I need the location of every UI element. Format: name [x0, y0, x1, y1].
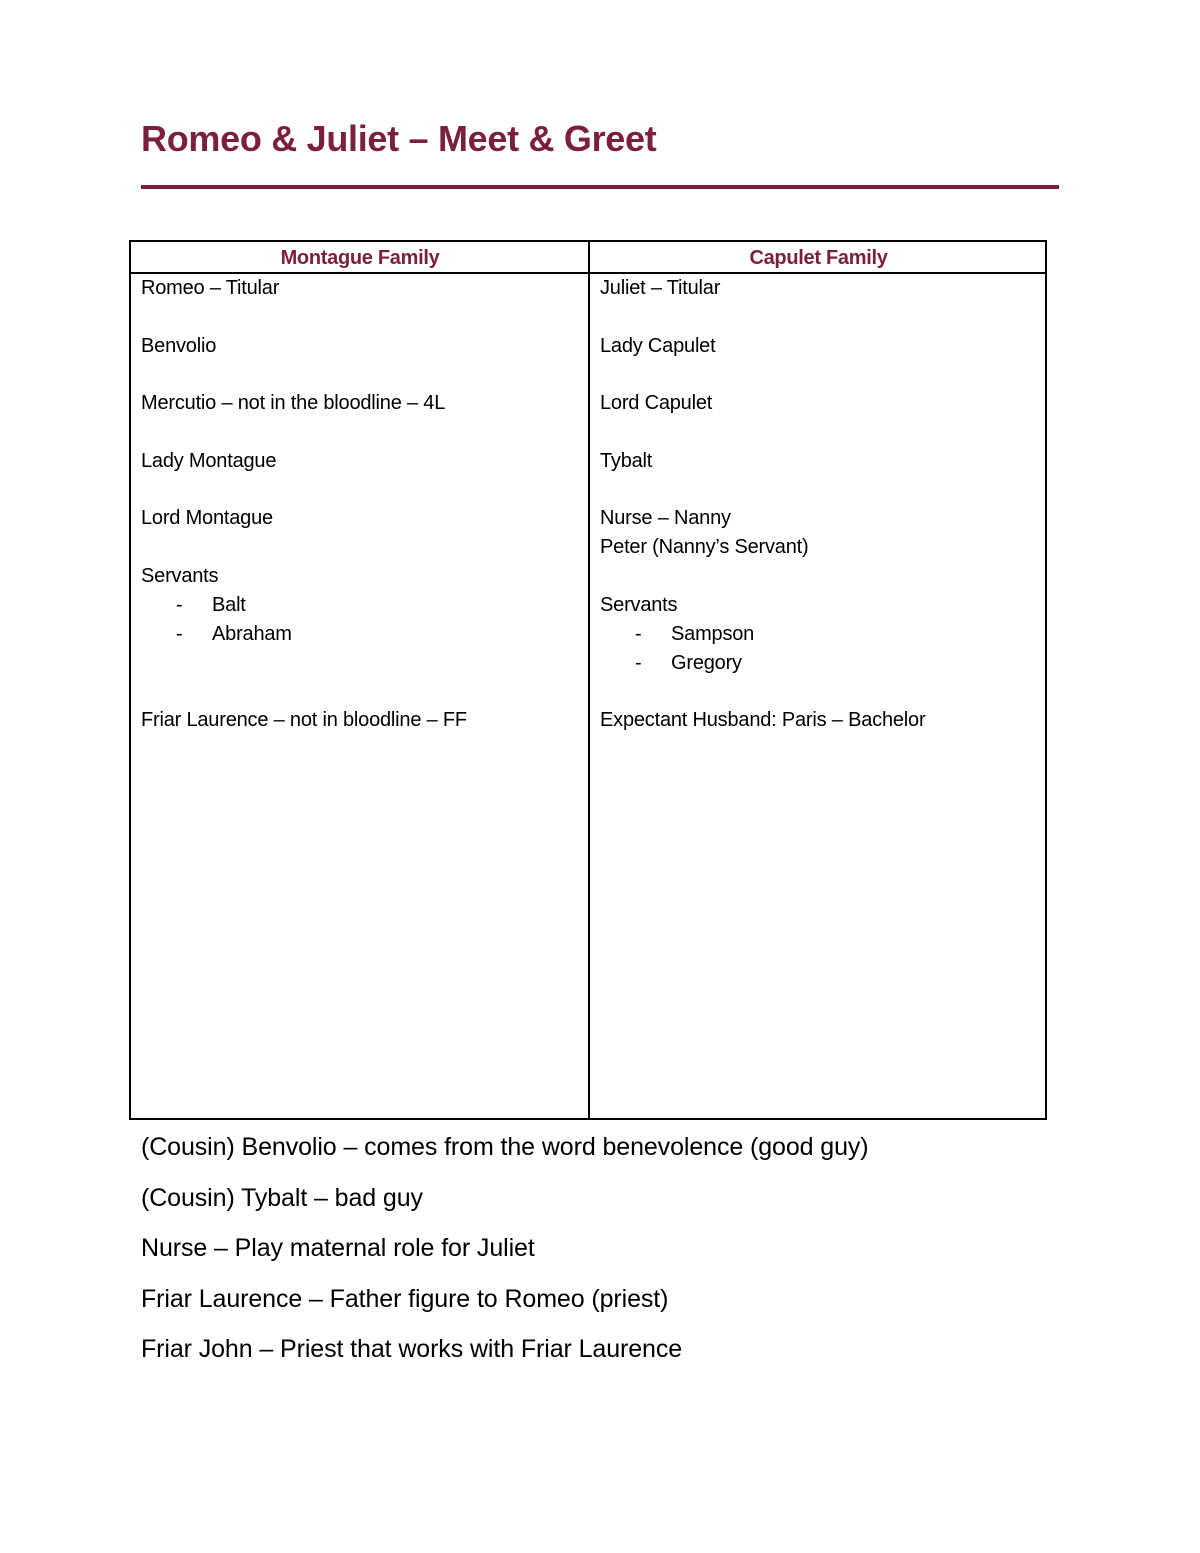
- servant-name: Abraham: [212, 622, 292, 645]
- column-divider: [588, 242, 590, 1118]
- page-title: Romeo & Juliet – Meet & Greet: [141, 118, 657, 159]
- family-table: [129, 240, 1047, 1120]
- capulet-lady-capulet: Lady Capulet: [600, 334, 716, 357]
- servant-name: Gregory: [671, 651, 742, 674]
- table-header-row: [131, 242, 1045, 274]
- montague-servants-label: Servants: [141, 564, 219, 587]
- capulet-expectant-husband: Expectant Husband: Paris – Bachelor: [600, 709, 926, 731]
- montague-servant-item: [141, 620, 581, 649]
- capulet-juliet: Juliet – Titular: [600, 277, 721, 299]
- montague-friar-laurence: Friar Laurence – not in bloodline – FF: [141, 708, 467, 731]
- note-friar-john: Friar John – Priest that works with Friar Laurence: [141, 1335, 683, 1363]
- servant-name: Balt: [212, 593, 246, 616]
- list-dash: -: [176, 593, 183, 616]
- capulet-lord-capulet: Lord Capulet: [600, 392, 713, 414]
- montague-family-header: Montague Family: [280, 247, 440, 269]
- montague-romeo: Romeo – Titular: [141, 277, 280, 299]
- capulet-servants-label: Servants: [600, 593, 678, 616]
- montague-mercutio: Mercutio – not in the bloodline – 4L: [141, 392, 446, 414]
- montague-benvolio: Benvolio: [141, 334, 217, 357]
- note-friar-laurence: Friar Laurence – Father figure to Romeo (priest): [141, 1284, 669, 1313]
- capulet-nurse: Nurse – Nanny: [600, 507, 731, 529]
- list-dash: -: [635, 622, 642, 645]
- note-nurse: Nurse – Play maternal role for Juliet: [141, 1234, 535, 1262]
- note-tybalt: (Cousin) Tybalt – bad guy: [141, 1183, 423, 1212]
- capulet-servant-item: [600, 649, 1040, 678]
- notes-section: [141, 1122, 869, 1375]
- montague-lord-montague: Lord Montague: [141, 507, 273, 529]
- montague-column: [141, 274, 581, 735]
- montague-lady-montague: Lady Montague: [141, 449, 277, 472]
- montague-servant-item: [141, 591, 581, 620]
- capulet-peter: Peter (Nanny’s Servant): [600, 536, 809, 558]
- note-benvolio: (Cousin) Benvolio – comes from the word benevolence (good guy): [141, 1133, 869, 1161]
- capulet-tybalt: Tybalt: [600, 449, 653, 472]
- servant-name: Sampson: [671, 622, 755, 645]
- list-dash: -: [176, 622, 183, 645]
- capulet-family-header: Capulet Family: [749, 247, 888, 269]
- capulet-servant-item: [600, 620, 1040, 649]
- capulet-column: [600, 274, 1040, 735]
- title-underline: [141, 185, 1059, 189]
- list-dash: -: [635, 651, 642, 674]
